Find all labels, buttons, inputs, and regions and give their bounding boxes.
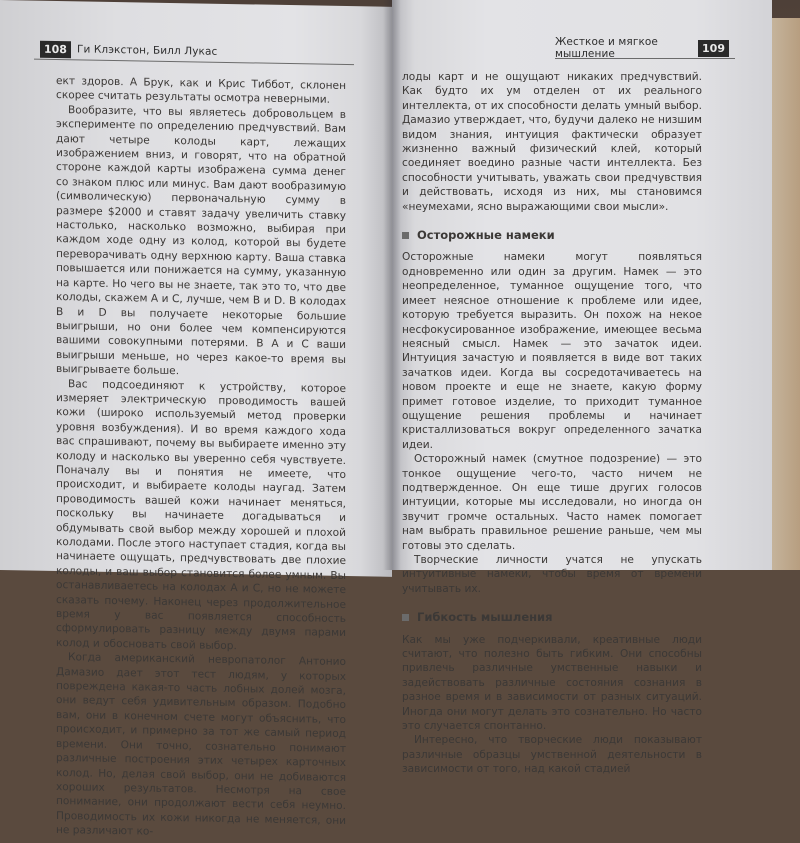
- left-page-body: [56, 74, 346, 843]
- square-bullet-icon: [402, 614, 409, 621]
- paragraph: Как мы уже подчеркивали, креативные люди считают, что полезно быть гибким. Они способны привлечь различные умственные навыки и задействовать различные состояния сознания в разное время и в зависимости от разных ситуаций. Иногда они могут делать это сознательно. Но часто это случается спонтанно.: [402, 633, 702, 733]
- paragraph: ект здоров. А Брук, как и Крис Тиббот, склонен скорее считать результаты осмотра неверными.: [56, 74, 346, 107]
- left-page: [0, 0, 392, 838]
- right-page-number: 109: [698, 40, 729, 57]
- section-heading: [402, 610, 702, 624]
- paragraph: Когда американский невропатолог Антонио Дамазио дает этот тест людям, у которых повреждена какая-то часть лобных долей мозга, они ведут себя удивительным образом. Подобно вам, они в конечном счете могут объяснить, что происходит, и примерно за тот же самый период времени. Они точно, сознательно понимают различные построения этих четырех карточных колод. Но, делая свой выбор, они не добиваются хороших результатов. Несмотря на свое понимание, они продолжают вести себя неумно. Проводимость их кожи никогда не меняется, они не различают ко-: [56, 651, 346, 838]
- paragraph: Вас подсоединяют к устройству, которое измеряет электрическую проводимость вашей кожи (широко используемый метод проверки уровня возбуждения). И во время каждого хода вас спрашивают, почему вы выбираете именно эту колоду и насколько вы уверенно себя чувствуете. Поначалу вы и понятия не имеете, что происходит, и выбираете колоды наугад. Затем проводимость вашей кожи начинает меняться, поскольку вы начинаете догадываться и обдумывать свой выбор между хорошей и плохой колодами. После этого наступает стадия, когда вы начинаете ощущать, предчувствовать две плохие колоды, и ваш выбор становится более умным. Вы останавливаетесь на колодах А и С, но не можете сказать почему. Наконец через продолжительное время у вас появляется способность сформулировать разницу между двумя парами колод и обосновать свой выбор.: [56, 377, 346, 652]
- paragraph: Творческие личности учатся не упускать интуитивные намеки, чтобы время от времени учитывать их.: [402, 554, 702, 595]
- paragraph: Вообразите, что вы являетесь добровольцем в эксперименте по определению предчувствий. Вам дают четыре колоды карт, лежащих изображением вниз, и говорят, что на обратной стороне каждой карты изображена сумма денег со знаком плюс или минус. Вам дают вообразимую (символическую) первоначальную сумму в размере $2000 и ставят задачу увеличить ставку настолько, насколько возможно, выбирая при каждом ходе одну из колод, которой вы будете переворачивать одну верхнюю карту. Ваша ставка повышается или понижается на сумму, указанную на карте. Но чего вы не знаете, так это то, что две колоды, скажем А и С, лучше, чем В и D. В колодах В и D вы получаете некоторые большие выигрыши, но они более чем компенсируются вашими совокупными потерями. В А и С ваши выигрыши меньше, но через какое-то время вы выигрываете больше.: [56, 103, 346, 378]
- book-cover-edge: [770, 18, 800, 570]
- right-page: [392, 0, 772, 776]
- paragraph: Осторожные намеки могут появляться одновременно или один за другим. Намек — это неопределенное, туманное ощущение того, что имеет неясное отношение к проблеме или идее, которую требуется выразить. Он похож на некое несфокусированное изображение, имеющее весьма неясный смысл. Намек — это зачаток идеи. Интуиция зачастую и появляется в виде вот таких зачатков идеи. Когда вы сосредотачиваетесь на новом проекте и еще не знаете, какую форму примет готовое изделие, то приходит туманное ощущение решения проблемы и начинает кристаллизоваться вокруг определенного зачатка идеи.: [402, 251, 702, 451]
- left-running-head: Ги Клэкстон, Билл Лукас: [76, 43, 218, 58]
- right-running-head: Жесткое и мягкое мышление: [555, 36, 658, 60]
- right-page-header: [555, 38, 735, 59]
- section-heading-text: Гибкость мышления: [417, 610, 553, 625]
- square-bullet-icon: [402, 232, 409, 239]
- left-page-number: 108: [40, 40, 71, 58]
- section-heading: [402, 228, 702, 242]
- right-page-body: [402, 70, 702, 777]
- section-heading-text: Осторожные намеки: [417, 228, 555, 243]
- paragraph: Осторожный намек (смутное подозрение) — это тонкое ощущение чего-то, часто ничем не подтвержденное. Он еще тише других голосов интуиции, которые мы исследовали, но иногда он звучит громче остальных. Часто намек помогает нам выбрать правильное решение раньше, чем мы готовы это сделать.: [402, 453, 702, 552]
- paragraph: лоды карт и не ощущают никаких предчувствий. Как будто их ум отделен от их реального интеллекта, от их способности делать умный выбор. Дамазио утверждает, что, будучи далеко не низшим видом знания, интуиция фактически образует жизненно важный физический клей, который соединяет воедино разные части интеллекта. Без способности учитывать, уважать свои предчувствия и действовать, исходя из них, мы становимся «неумехами, ясно выражающими свои мысли».: [402, 71, 702, 213]
- paragraph: Интересно, что творческие люди показывают различные образцы умственной деятельности в зависимости от того, над какой стадией: [402, 734, 702, 776]
- left-page-header: [34, 39, 354, 66]
- book-gutter-shadow: [383, 0, 401, 570]
